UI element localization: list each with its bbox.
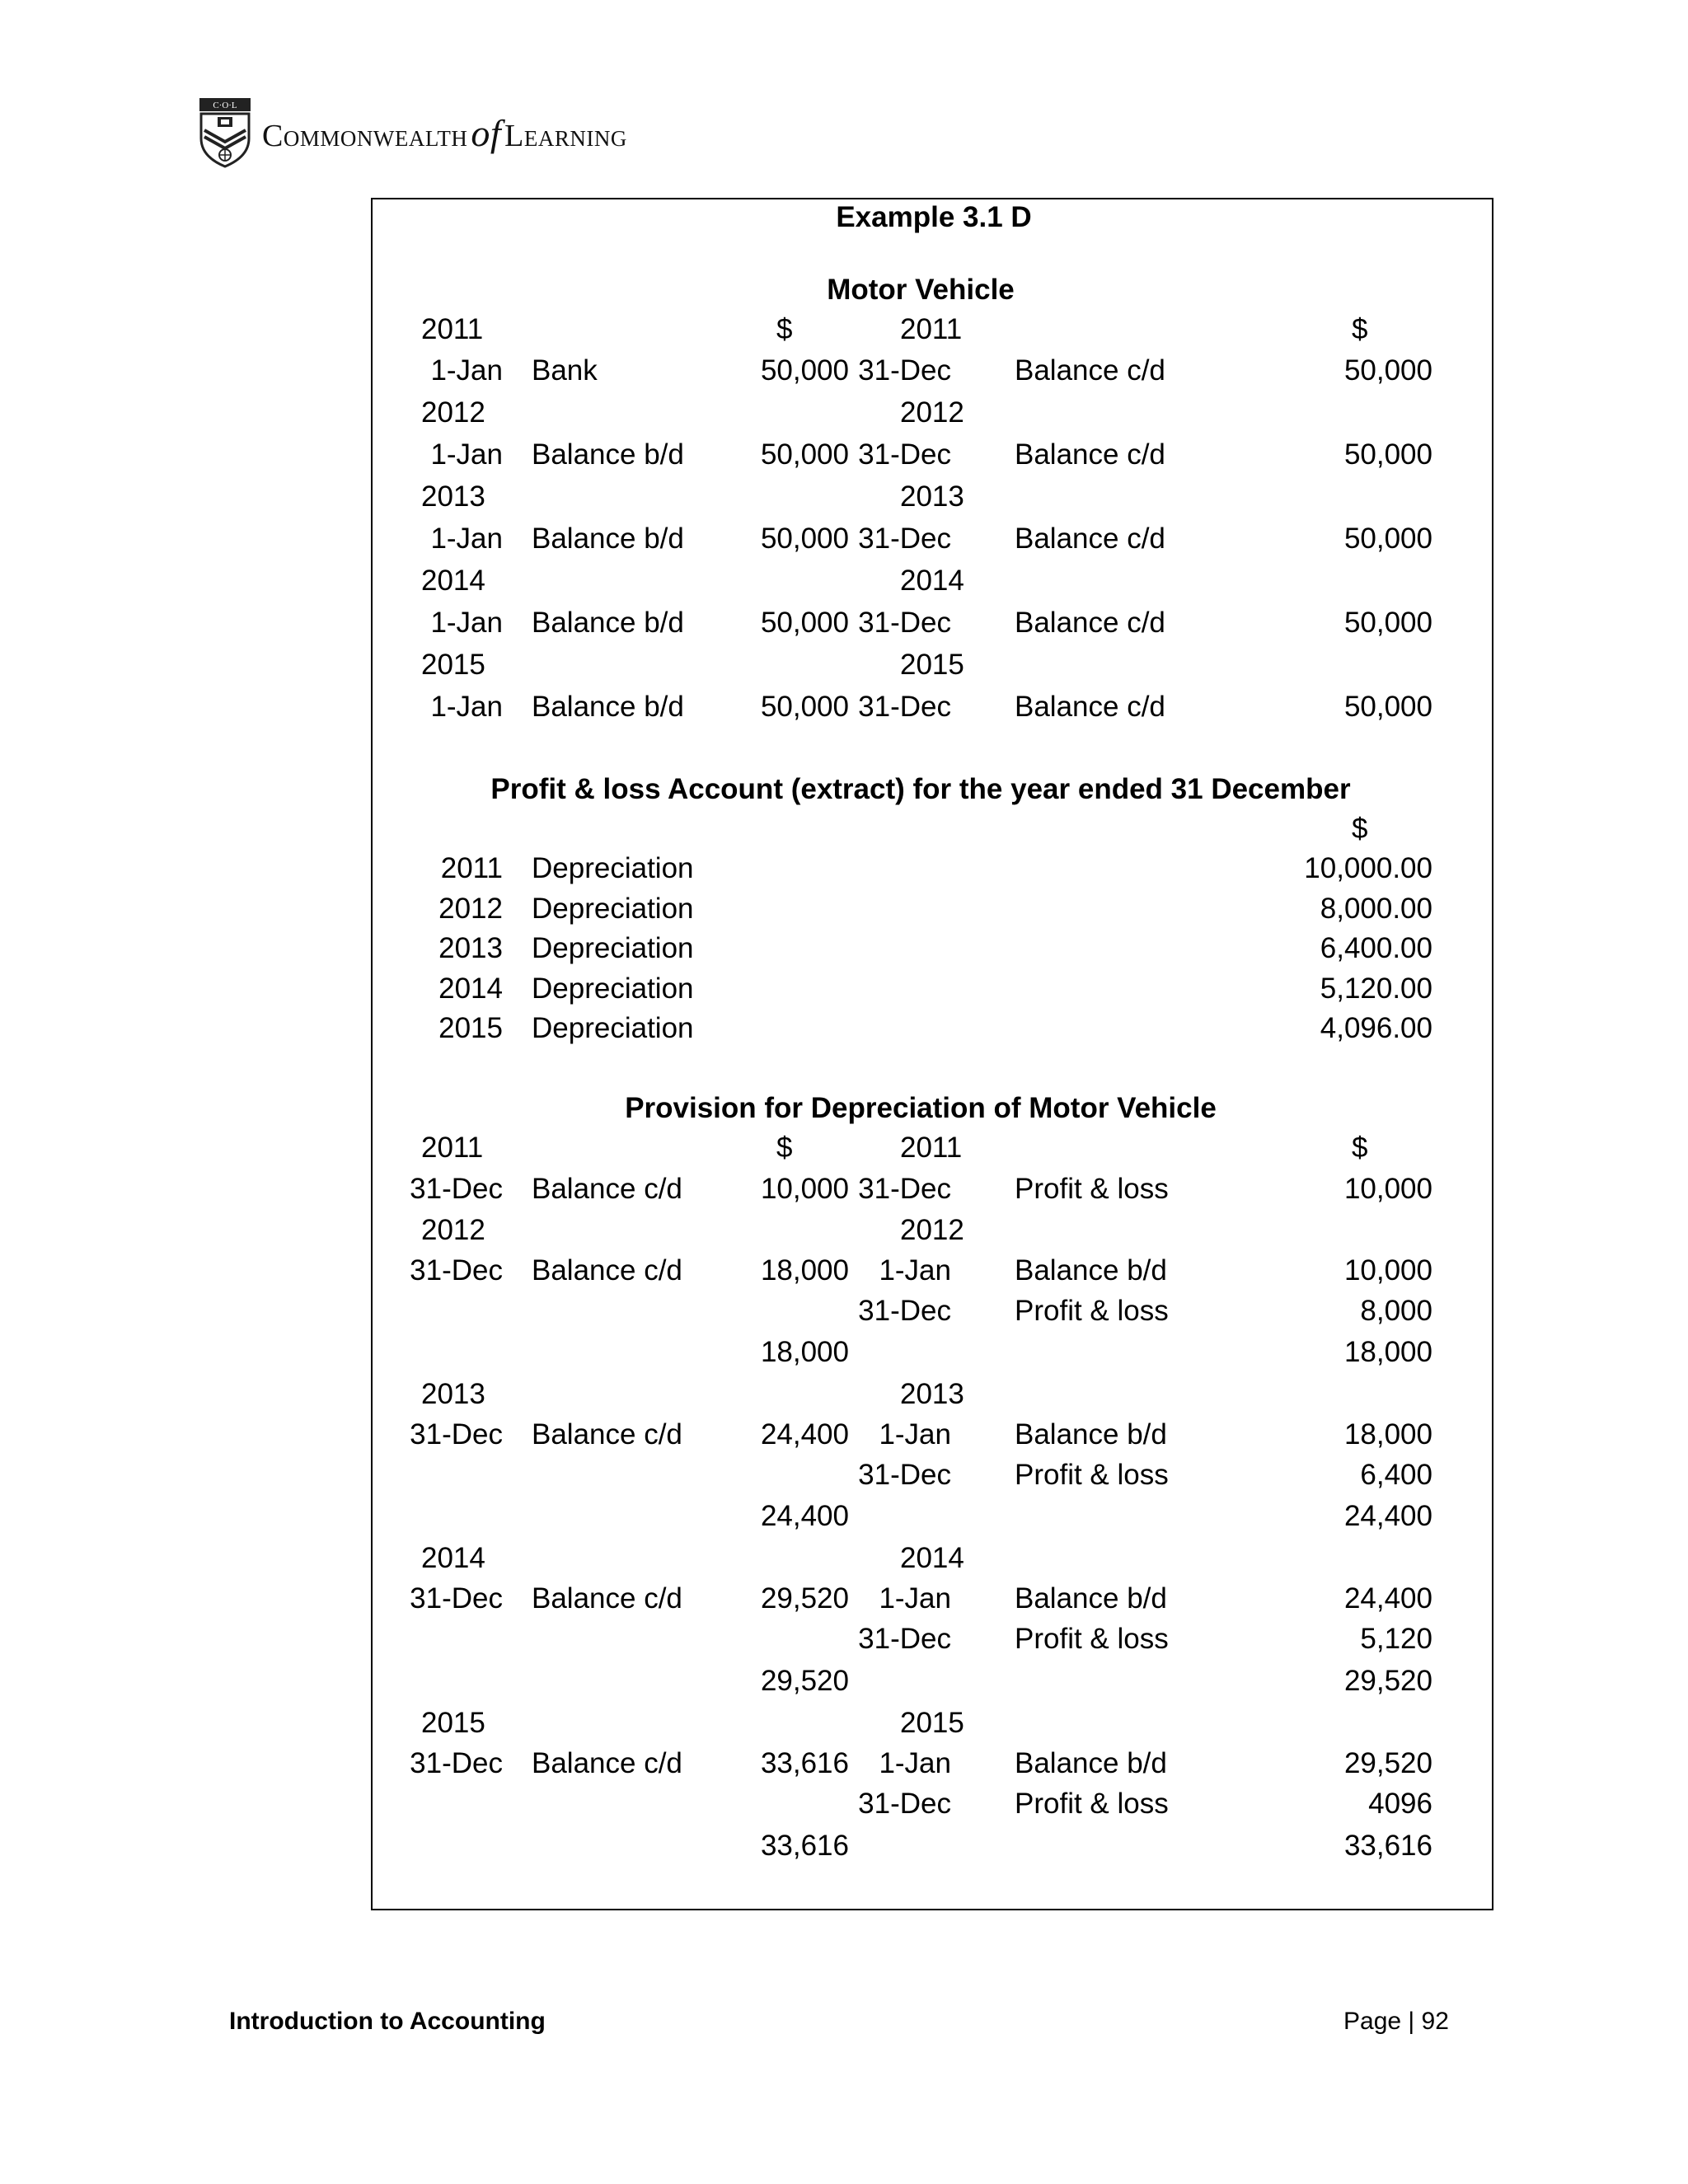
row-left-date: 1-Jan: [430, 438, 503, 471]
logo-abbr: C·O·L: [213, 101, 237, 110]
provision-title: Provision for Depreciation of Motor Vehicle: [625, 1092, 1217, 1124]
row-left-date: 1-Jan: [430, 691, 503, 723]
row-right-description: Profit & loss: [1015, 1459, 1169, 1491]
pl-description: Depreciation: [532, 892, 694, 925]
mv-right-currency-header: $: [1352, 313, 1368, 345]
row-left-year: 2015: [421, 1707, 485, 1739]
example-title: Example 3.1 D: [836, 201, 1032, 233]
row-right-amount: 50,000: [1343, 438, 1432, 471]
row-left-amount: 33,616: [760, 1830, 849, 1862]
footer-book-title: Introduction to Accounting: [229, 2008, 546, 2035]
pl-description: Depreciation: [532, 852, 694, 884]
row-left-description: Balance b/d: [532, 607, 684, 639]
row-left-date: 31-Dec: [410, 1582, 503, 1615]
row-right-description: Balance c/d: [1015, 607, 1165, 639]
row-left-description: Bank: [532, 354, 598, 387]
row-right-date: 1-Jan: [879, 1418, 951, 1451]
row-right-date: 31-Dec: [858, 691, 951, 723]
row-left-description: Balance b/d: [532, 438, 684, 471]
row-right-amount: 4096: [1368, 1788, 1432, 1820]
logo-name-of: of: [471, 111, 502, 154]
row-left-description: Balance b/d: [532, 691, 684, 723]
row-right-amount: 50,000: [1343, 607, 1432, 639]
row-right-amount: 50,000: [1343, 354, 1432, 387]
mv-left-currency-header: $: [776, 313, 793, 345]
row-right-amount: 6,400: [1360, 1459, 1432, 1491]
row-left-description: Balance c/d: [532, 1173, 682, 1205]
pl-currency-header: $: [1352, 813, 1368, 845]
pl-description: Depreciation: [532, 932, 694, 964]
pl-amount: 4,096.00: [1320, 1012, 1432, 1044]
row-right-year: 2012: [900, 396, 964, 429]
row-left-amount: 50,000: [760, 354, 849, 387]
row-left-amount: 24,400: [760, 1500, 849, 1532]
pl-year: 2013: [438, 932, 503, 964]
row-right-amount: 33,616: [1343, 1830, 1432, 1862]
row-right-year: 2015: [900, 649, 964, 681]
row-right-date: 1-Jan: [879, 1582, 951, 1615]
row-right-date: 31-Dec: [858, 354, 951, 387]
row-right-amount: 10,000: [1343, 1173, 1432, 1205]
mv-right-year-header: 2011: [900, 313, 963, 345]
logo-wordmark: [262, 111, 627, 155]
row-right-year: 2015: [900, 1707, 964, 1739]
row-right-description: Balance b/d: [1015, 1418, 1167, 1451]
row-right-year: 2012: [900, 1214, 964, 1246]
row-right-amount: 29,520: [1343, 1747, 1432, 1779]
row-left-description: Balance b/d: [532, 523, 684, 555]
pl-amount: 6,400.00: [1320, 932, 1432, 964]
row-left-year: 2015: [421, 649, 485, 681]
row-left-date: 31-Dec: [410, 1747, 503, 1779]
row-right-amount: 29,520: [1343, 1665, 1432, 1697]
row-right-description: Profit & loss: [1015, 1788, 1169, 1820]
row-right-amount: 8,000: [1360, 1295, 1432, 1327]
pl-year: 2014: [438, 972, 503, 1005]
pl-description: Depreciation: [532, 972, 694, 1005]
row-right-date: 31-Dec: [858, 1295, 951, 1327]
prov-right-currency-header: $: [1352, 1132, 1368, 1164]
pl-year: 2011: [440, 852, 503, 884]
row-left-amount: 18,000: [760, 1254, 849, 1286]
row-left-amount: 10,000: [760, 1173, 849, 1205]
row-left-date: 31-Dec: [410, 1173, 503, 1205]
row-right-description: Balance c/d: [1015, 523, 1165, 555]
row-left-amount: 50,000: [760, 438, 849, 471]
pl-year: 2015: [438, 1012, 503, 1044]
row-right-year: 2013: [900, 480, 964, 513]
logo-name-part2: Learning: [504, 118, 627, 153]
row-right-amount: 10,000: [1343, 1254, 1432, 1286]
row-right-amount: 50,000: [1343, 691, 1432, 723]
row-left-date: 31-Dec: [410, 1418, 503, 1451]
row-left-amount: 50,000: [760, 523, 849, 555]
mv-left-year-header: 2011: [421, 313, 484, 345]
row-right-amount: 18,000: [1343, 1336, 1432, 1368]
pl-amount: 8,000.00: [1320, 892, 1432, 925]
row-left-date: 1-Jan: [430, 607, 503, 639]
row-left-date: 31-Dec: [410, 1254, 503, 1286]
row-left-description: Balance c/d: [532, 1582, 682, 1615]
row-right-description: Profit & loss: [1015, 1295, 1169, 1327]
row-left-description: Balance c/d: [532, 1747, 682, 1779]
row-right-date: 31-Dec: [858, 1623, 951, 1655]
prov-right-year-header: 2011: [900, 1132, 963, 1164]
pl-description: Depreciation: [532, 1012, 694, 1044]
prov-left-currency-header: $: [776, 1132, 793, 1164]
row-right-description: Balance b/d: [1015, 1254, 1167, 1286]
row-right-description: Balance b/d: [1015, 1582, 1167, 1615]
row-left-date: 1-Jan: [430, 354, 503, 387]
row-left-description: Balance c/d: [532, 1418, 682, 1451]
col-shield-icon: [198, 97, 252, 168]
profit-loss-title: Profit & loss Account (extract) for the year ended 31 December: [490, 773, 1351, 805]
row-right-description: Profit & loss: [1015, 1173, 1169, 1205]
example-box: [371, 198, 1493, 1910]
row-left-amount: 18,000: [760, 1336, 849, 1368]
row-left-amount: 50,000: [760, 691, 849, 723]
pl-amount: 10,000.00: [1304, 852, 1432, 884]
col-logo: [198, 97, 627, 168]
row-right-date: 31-Dec: [858, 607, 951, 639]
motor-vehicle-title: Motor Vehicle: [827, 274, 1015, 306]
row-right-date: 31-Dec: [858, 1459, 951, 1491]
row-left-year: 2014: [421, 565, 485, 597]
row-right-description: Profit & loss: [1015, 1623, 1169, 1655]
row-right-amount: 24,400: [1343, 1582, 1432, 1615]
row-left-year: 2012: [421, 396, 485, 429]
row-right-date: 1-Jan: [879, 1254, 951, 1286]
row-right-description: Balance c/d: [1015, 438, 1165, 471]
row-right-description: Balance c/d: [1015, 354, 1165, 387]
row-right-amount: 18,000: [1343, 1418, 1432, 1451]
row-right-date: 31-Dec: [858, 1788, 951, 1820]
row-left-year: 2013: [421, 480, 485, 513]
row-left-amount: 24,400: [760, 1418, 849, 1451]
row-left-year: 2013: [421, 1378, 485, 1410]
row-right-date: 1-Jan: [879, 1747, 951, 1779]
row-right-date: 31-Dec: [858, 1173, 951, 1205]
row-right-amount: 50,000: [1343, 523, 1432, 555]
row-right-year: 2014: [900, 1542, 964, 1574]
footer-page-number: Page | 92: [1343, 2008, 1449, 2035]
row-left-amount: 33,616: [760, 1747, 849, 1779]
row-right-date: 31-Dec: [858, 438, 951, 471]
row-right-description: Balance c/d: [1015, 691, 1165, 723]
row-left-amount: 50,000: [760, 607, 849, 639]
prov-left-year-header: 2011: [421, 1132, 484, 1164]
row-left-year: 2014: [421, 1542, 485, 1574]
row-right-amount: 5,120: [1360, 1623, 1432, 1655]
row-right-date: 31-Dec: [858, 523, 951, 555]
row-left-year: 2012: [421, 1214, 485, 1246]
row-right-year: 2013: [900, 1378, 964, 1410]
logo-name-part1: Commonwealth: [262, 118, 468, 153]
row-left-date: 1-Jan: [430, 523, 503, 555]
row-right-description: Balance b/d: [1015, 1747, 1167, 1779]
pl-amount: 5,120.00: [1320, 972, 1432, 1005]
row-left-amount: 29,520: [760, 1582, 849, 1615]
row-left-description: Balance c/d: [532, 1254, 682, 1286]
pl-year: 2012: [438, 892, 503, 925]
row-right-year: 2014: [900, 565, 964, 597]
row-left-amount: 29,520: [760, 1665, 849, 1697]
row-right-amount: 24,400: [1343, 1500, 1432, 1532]
